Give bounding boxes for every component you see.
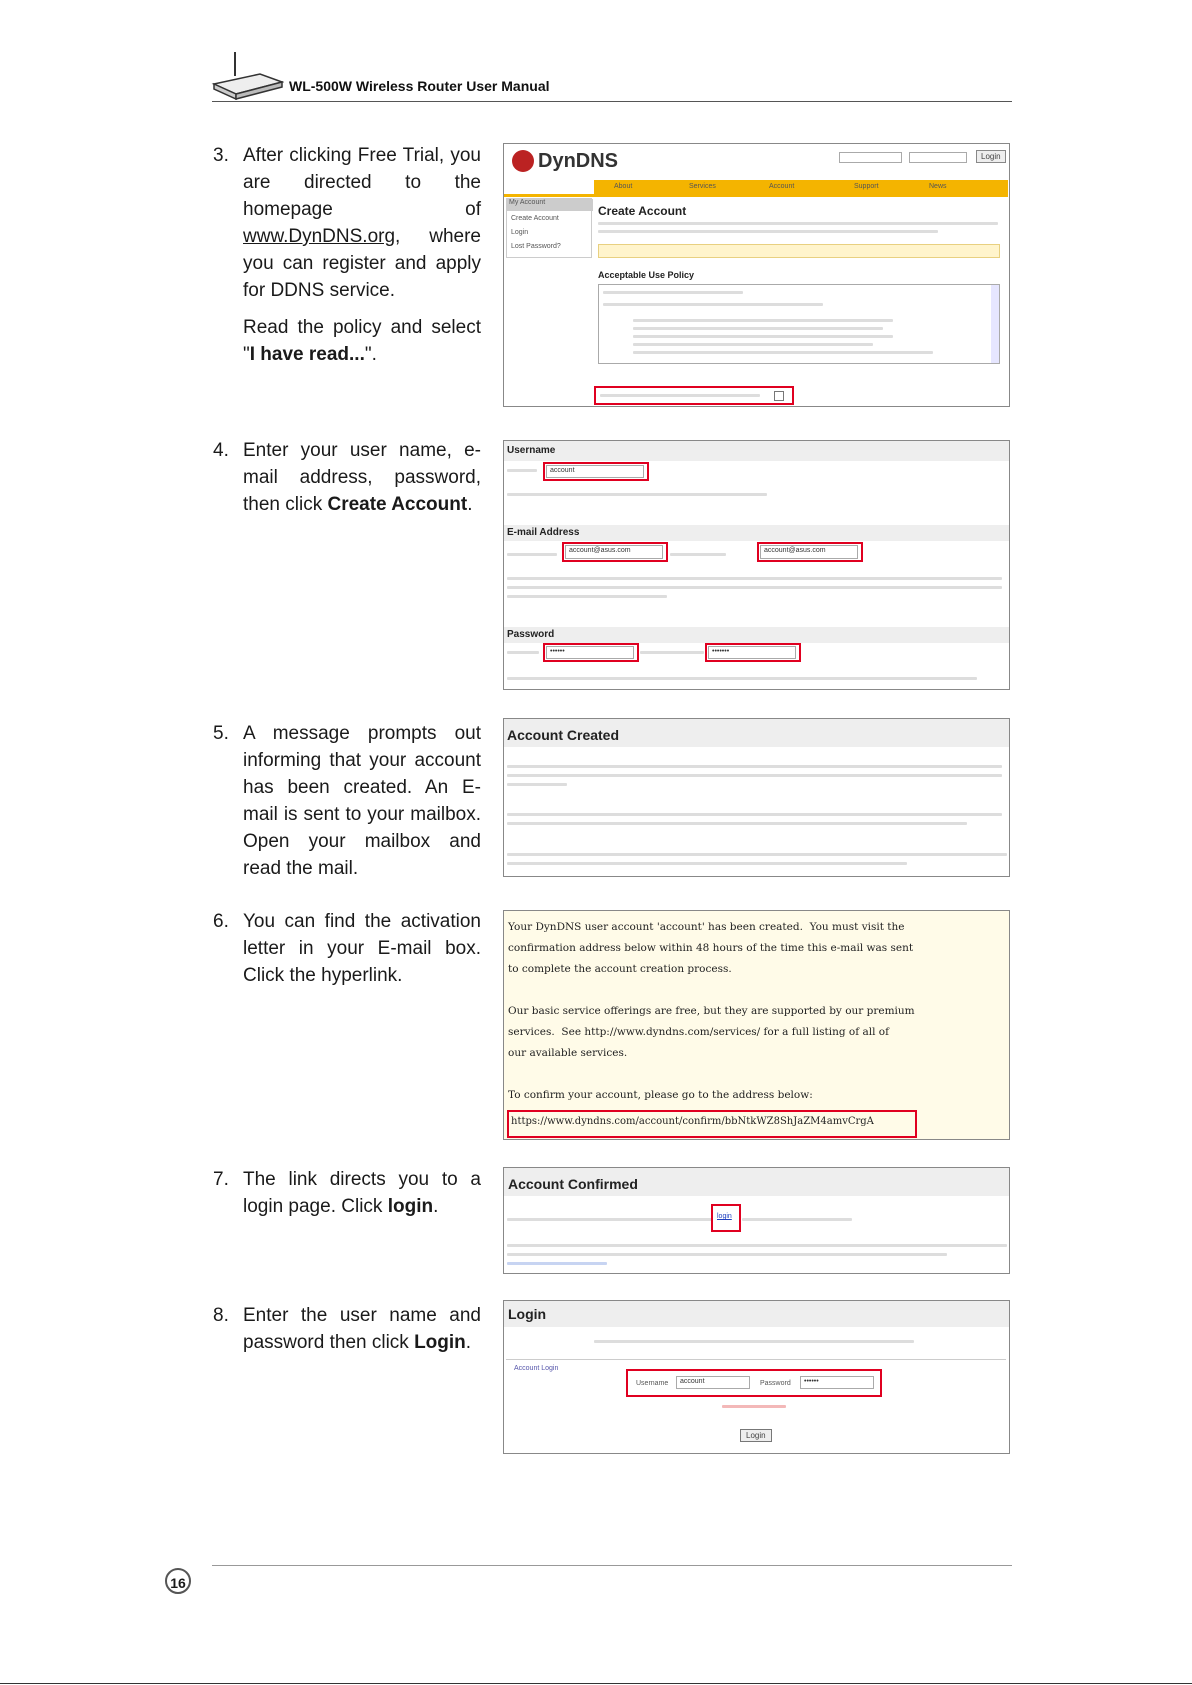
sidebar-item-lost-password[interactable]: Lost Password? — [511, 243, 561, 250]
sidebar-item-login[interactable]: Login — [511, 229, 529, 236]
step-text: The link directs you to a login page. Click login. — [243, 1169, 481, 1217]
step-5 — [213, 720, 481, 882]
dyndns-link[interactable]: www.DynDNS.org — [243, 226, 396, 247]
divider — [506, 1359, 1006, 1360]
login-password-input[interactable]: •••••• — [800, 1376, 874, 1389]
sidebar-item-my-account[interactable]: My Account — [507, 199, 593, 211]
email-line: to complete the account creation process. — [508, 963, 732, 975]
username-input[interactable]: account — [546, 465, 644, 478]
login-username-input[interactable]: account — [676, 1376, 750, 1389]
nav-services[interactable]: Services — [689, 183, 716, 190]
policy-scrollbar[interactable] — [991, 285, 999, 363]
nav-about[interactable]: About — [614, 183, 633, 190]
username-label: Username — [636, 1380, 669, 1387]
policy-heading: Acceptable Use Policy — [598, 270, 695, 280]
username-highlight — [543, 462, 649, 481]
confirm-email-highlight — [757, 542, 863, 562]
confirm-email-input[interactable]: account@asus.com — [760, 545, 858, 559]
page-bottom-rule — [0, 1683, 1192, 1684]
email-line: confirmation address below within 48 hours of the time this e-mail was sent — [508, 942, 914, 954]
dyndns-create-account-screenshot — [503, 143, 1010, 407]
confirm-password-highlight — [705, 643, 801, 662]
account-created-heading: Account Created — [507, 727, 620, 743]
top-user-field[interactable] — [839, 152, 902, 163]
login-fields-highlight — [626, 1369, 882, 1397]
section-bg — [504, 525, 1009, 541]
step-8 — [213, 1302, 481, 1356]
nav-account[interactable]: Account — [769, 183, 795, 190]
login-button[interactable]: Login — [740, 1429, 772, 1442]
step-number: 8. — [213, 1305, 229, 1326]
activation-email-screenshot — [503, 910, 1010, 1140]
footer-rule — [212, 1565, 1012, 1566]
section-bg — [504, 1301, 1009, 1327]
username-heading: Username — [507, 445, 556, 456]
confirm-link[interactable]: https://www.dyndns.com/account/confirm/bbNtkWZ8ShJaZM4amvCrgA — [511, 1116, 874, 1127]
section-bg — [504, 441, 1009, 461]
account-confirmed-screenshot — [503, 1167, 1010, 1274]
page-number: 16 — [165, 1568, 191, 1594]
email-body — [508, 917, 915, 1106]
nav-underline — [504, 194, 1008, 197]
password-highlight — [543, 643, 639, 662]
email-line — [508, 980, 915, 1001]
account-created-screenshot — [503, 718, 1010, 877]
login-link-highlight — [711, 1204, 741, 1232]
text-line — [598, 222, 998, 225]
login-heading: Login — [508, 1306, 547, 1322]
email-line: To confirm your account, please go to the address below: — [508, 1089, 813, 1101]
nav-bar — [594, 180, 1008, 194]
step-text: Enter the user name and password then click Login. — [243, 1305, 481, 1353]
step-text: You can find the activation letter in your E-mail box. Click the hyperlink. — [243, 911, 481, 986]
password-heading: Password — [507, 629, 555, 640]
manual-title: WL-500W Wireless Router User Manual — [289, 78, 550, 94]
step-4 — [213, 437, 481, 518]
i-have-read-checkbox[interactable] — [774, 391, 784, 401]
section-bg — [504, 627, 1009, 643]
password-input[interactable]: •••••• — [546, 646, 634, 659]
i-have-read-highlight — [594, 386, 794, 405]
create-account-heading: Create Account — [598, 204, 687, 218]
nav-news[interactable]: News — [929, 183, 947, 190]
email-line: our available services. — [508, 1047, 628, 1059]
step-text: A message prompts out informing that your account has been created. An E-mail is sent to your mailbox. Open your mailbox and read the mail. — [243, 723, 481, 879]
step-text-2: Read the policy and select "I have read...". — [243, 317, 481, 365]
step-number: 6. — [213, 911, 229, 932]
header-rule — [212, 101, 1012, 102]
policy-textarea[interactable] — [598, 284, 1000, 364]
email-heading: E-mail Address — [507, 527, 580, 538]
email-line: services. See http://www.dyndns.com/services/ for a full listing of all of — [508, 1026, 889, 1038]
step-number: 3. — [213, 145, 229, 166]
step-number: 4. — [213, 440, 229, 461]
confirm-password-input[interactable]: ••••••• — [708, 646, 796, 659]
email-line: Your DynDNS user account 'account' has been created. You must visit the — [508, 921, 905, 933]
account-login-label: Account Login — [514, 1365, 559, 1372]
step-7 — [213, 1166, 481, 1220]
dyndns-logo-icon — [512, 150, 534, 172]
step-3 — [213, 142, 481, 368]
notice-bar — [598, 244, 1000, 258]
router-icon — [210, 50, 284, 100]
account-form-screenshot — [503, 440, 1010, 690]
top-login-button[interactable]: Login — [976, 150, 1006, 163]
email-line: Our basic service offerings are free, but they are supported by our premium — [508, 1005, 915, 1017]
step-number: 7. — [213, 1169, 229, 1190]
login-screenshot — [503, 1300, 1010, 1454]
top-pass-field[interactable] — [909, 152, 967, 163]
password-label: Password — [760, 1380, 791, 1387]
sidebar — [506, 198, 592, 258]
step-number: 5. — [213, 723, 229, 744]
confirm-link-highlight — [507, 1110, 917, 1138]
step-text: Enter your user name, e-mail address, password, then click Create Account. — [243, 440, 481, 515]
email-input[interactable]: account@asus.com — [565, 545, 663, 559]
login-link[interactable]: login — [717, 1213, 732, 1220]
step-text: After clicking Free Trial, you are directed to the homepage of www.DynDNS.org, where you can register and apply for DDNS service. — [243, 145, 481, 301]
account-confirmed-heading: Account Confirmed — [508, 1176, 638, 1192]
sidebar-item-create-account[interactable]: Create Account — [511, 215, 559, 222]
dyndns-logo: DynDNS — [538, 150, 619, 172]
step-6 — [213, 908, 481, 989]
text-line — [598, 230, 938, 233]
email-line — [508, 1064, 915, 1085]
nav-support[interactable]: Support — [854, 183, 879, 190]
email-highlight — [562, 542, 668, 562]
